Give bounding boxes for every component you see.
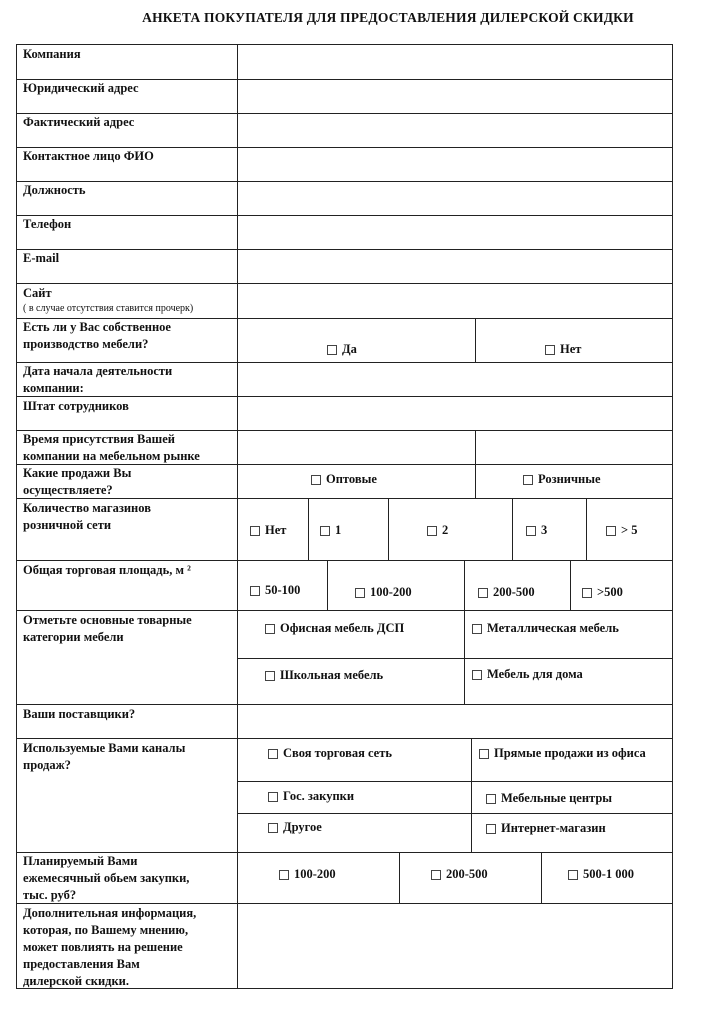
contact-person-input[interactable] — [238, 148, 672, 181]
site-label: Сайт — [23, 286, 52, 300]
suppliers-label: Ваши поставщики? — [23, 707, 136, 721]
volume-500-1000-option[interactable]: 500-1 000 — [568, 867, 634, 882]
trade-area-200-500-option[interactable]: 200-500 — [478, 585, 535, 600]
row-divider — [16, 498, 673, 499]
company-label: Компания — [23, 47, 81, 61]
position-label: Должность — [23, 183, 86, 197]
cell-divider — [388, 498, 389, 561]
store-count-more-5-option[interactable]: > 5 — [606, 523, 638, 538]
cell-divider — [475, 318, 476, 363]
checkbox-icon[interactable] — [311, 475, 321, 485]
channels-label-line2: продаж? — [23, 758, 71, 772]
additional-info-label-line5: дилерской скидки. — [23, 974, 130, 988]
contact-person-label: Контактное лицо ФИО — [23, 149, 154, 163]
checkbox-icon[interactable] — [355, 588, 365, 598]
checkbox-icon[interactable] — [268, 749, 278, 759]
additional-info-label-line4: предоставления Вам — [23, 957, 140, 971]
position-input[interactable] — [238, 182, 672, 215]
email-label: E-mail — [23, 251, 60, 265]
volume-200-500-option[interactable]: 200-500 — [431, 867, 488, 882]
staff-label: Штат сотрудников — [23, 399, 129, 413]
volume-label-line1: Планируемый Вами — [23, 854, 138, 868]
volume-label-line3: тыс. руб? — [23, 888, 77, 902]
phone-label: Телефон — [23, 217, 72, 231]
row-divider — [16, 738, 673, 739]
own-production-label-line1: Есть ли у Вас собственное — [23, 320, 171, 334]
checkbox-icon[interactable] — [526, 526, 536, 536]
actual-address-label: Фактический адрес — [23, 115, 135, 129]
checkbox-icon[interactable] — [427, 526, 437, 536]
category-school-furniture-option[interactable]: Школьная мебель — [265, 668, 383, 683]
company-input[interactable] — [238, 45, 672, 79]
channel-online-store-option[interactable]: Интернет-магазин — [486, 821, 606, 836]
cell-divider — [586, 498, 587, 561]
channel-own-network-option[interactable]: Своя торговая сеть — [268, 746, 392, 761]
additional-info-input[interactable] — [238, 904, 672, 988]
volume-label-line2: ежемесячный обьем закупки, — [23, 871, 190, 885]
channel-other-option[interactable]: Другое — [268, 820, 322, 835]
checkbox-icon[interactable] — [606, 526, 616, 536]
trade-area-over-500-option[interactable]: >500 — [582, 585, 623, 600]
trade-area-label: Общая торговая площадь, м ² — [23, 563, 191, 577]
own-production-yes-option[interactable]: Да — [327, 342, 357, 357]
site-note: ( в случае отсутствия ставится прочерк) — [23, 303, 194, 314]
cell-divider — [570, 560, 571, 611]
store-count-2-option[interactable]: 2 — [427, 523, 448, 538]
checkbox-icon[interactable] — [568, 870, 578, 880]
table-border-right — [672, 44, 673, 989]
suppliers-input[interactable] — [238, 705, 672, 738]
checkbox-icon[interactable] — [479, 749, 489, 759]
cell-divider — [237, 813, 673, 814]
staff-input[interactable] — [238, 397, 672, 430]
email-input[interactable] — [238, 250, 672, 283]
checkbox-icon[interactable] — [523, 475, 533, 485]
cell-divider — [541, 852, 542, 904]
store-count-3-option[interactable]: 3 — [526, 523, 547, 538]
checkbox-icon[interactable] — [265, 624, 275, 634]
store-count-none-option[interactable]: Нет — [250, 523, 286, 538]
checkbox-icon[interactable] — [431, 870, 441, 880]
trade-area-100-200-option[interactable]: 100-200 — [355, 585, 412, 600]
trade-area-50-100-option[interactable]: 50-100 — [250, 583, 300, 598]
checkbox-icon[interactable] — [472, 670, 482, 680]
store-count-1-option[interactable]: 1 — [320, 523, 341, 538]
category-office-furniture-option[interactable]: Офисная мебель ДСП — [265, 621, 404, 636]
volume-100-200-option[interactable]: 100-200 — [279, 867, 336, 882]
additional-info-label-line2: которая, по Вашему мнению, — [23, 923, 189, 937]
checkbox-icon[interactable] — [250, 526, 260, 536]
category-metal-furniture-option[interactable]: Металлическая мебель — [472, 621, 619, 636]
cell-divider — [308, 498, 309, 561]
sales-type-wholesale-option[interactable]: Оптовые — [311, 472, 377, 487]
sales-type-label-line1: Какие продажи Вы — [23, 466, 132, 480]
cell-divider — [237, 658, 673, 659]
additional-info-label-line1: Дополнительная информация, — [23, 906, 197, 920]
checkbox-icon[interactable] — [486, 824, 496, 834]
site-input[interactable] — [238, 284, 672, 318]
start-date-label-line1: Дата начала деятельности — [23, 364, 173, 378]
categories-label-line1: Отметьте основные товарные — [23, 613, 192, 627]
checkbox-icon[interactable] — [327, 345, 337, 355]
legal-address-label: Юридический адрес — [23, 81, 139, 95]
checkbox-icon[interactable] — [279, 870, 289, 880]
market-time-label-line1: Время присутствия Вашей — [23, 432, 175, 446]
checkbox-icon[interactable] — [545, 345, 555, 355]
checkbox-icon[interactable] — [472, 624, 482, 634]
categories-label-line2: категории мебели — [23, 630, 124, 644]
market-time-label-line2: компании на мебельном рынке — [23, 449, 200, 463]
own-production-label-line2: производство мебели? — [23, 337, 149, 351]
sales-type-retail-option[interactable]: Розничные — [523, 472, 601, 487]
own-production-no-option[interactable]: Нет — [545, 342, 581, 357]
channel-gov-procurement-option[interactable]: Гос. закупки — [268, 789, 354, 804]
checkbox-icon[interactable] — [268, 823, 278, 833]
start-date-label-line2: компании: — [23, 381, 84, 395]
checkbox-icon[interactable] — [268, 792, 278, 802]
checkbox-icon[interactable] — [486, 794, 496, 804]
store-count-label-line2: розничной сети — [23, 518, 112, 532]
cell-divider — [471, 738, 472, 853]
checkbox-icon[interactable] — [478, 588, 488, 598]
channels-label-line1: Используемые Вами каналы — [23, 741, 186, 755]
market-time-input-2[interactable] — [476, 431, 672, 464]
store-count-label-line1: Количество магазинов — [23, 501, 151, 515]
cell-divider — [327, 560, 328, 611]
channel-direct-office-sales-option[interactable]: Прямые продажи из офиса — [479, 746, 646, 761]
cell-divider — [399, 852, 400, 904]
cell-divider — [237, 781, 673, 782]
sales-type-label-line2: осуществляете? — [23, 483, 113, 497]
checkbox-icon[interactable] — [250, 586, 260, 596]
checkbox-icon[interactable] — [265, 671, 275, 681]
channel-furniture-centers-option[interactable]: Мебельные центры — [486, 791, 612, 806]
form-title: АНКЕТА ПОКУПАТЕЛЯ ДЛЯ ПРЕДОСТАВЛЕНИЯ ДИЛЕРСКОЙ СКИДКИ — [142, 10, 634, 25]
market-time-input-1[interactable] — [238, 431, 475, 464]
legal-address-input[interactable] — [238, 80, 672, 113]
table-border-left — [16, 44, 17, 989]
category-home-furniture-option[interactable]: Мебель для дома — [472, 667, 583, 682]
additional-info-label-line3: может повлиять на решение — [23, 940, 183, 954]
checkbox-icon[interactable] — [320, 526, 330, 536]
cell-divider — [512, 498, 513, 561]
checkbox-icon[interactable] — [582, 588, 592, 598]
actual-address-input[interactable] — [238, 114, 672, 147]
cell-divider — [464, 560, 465, 611]
phone-input[interactable] — [238, 216, 672, 249]
start-date-input[interactable] — [238, 363, 672, 396]
cell-divider — [464, 610, 465, 705]
row-divider — [16, 560, 673, 561]
row-divider — [16, 610, 673, 611]
